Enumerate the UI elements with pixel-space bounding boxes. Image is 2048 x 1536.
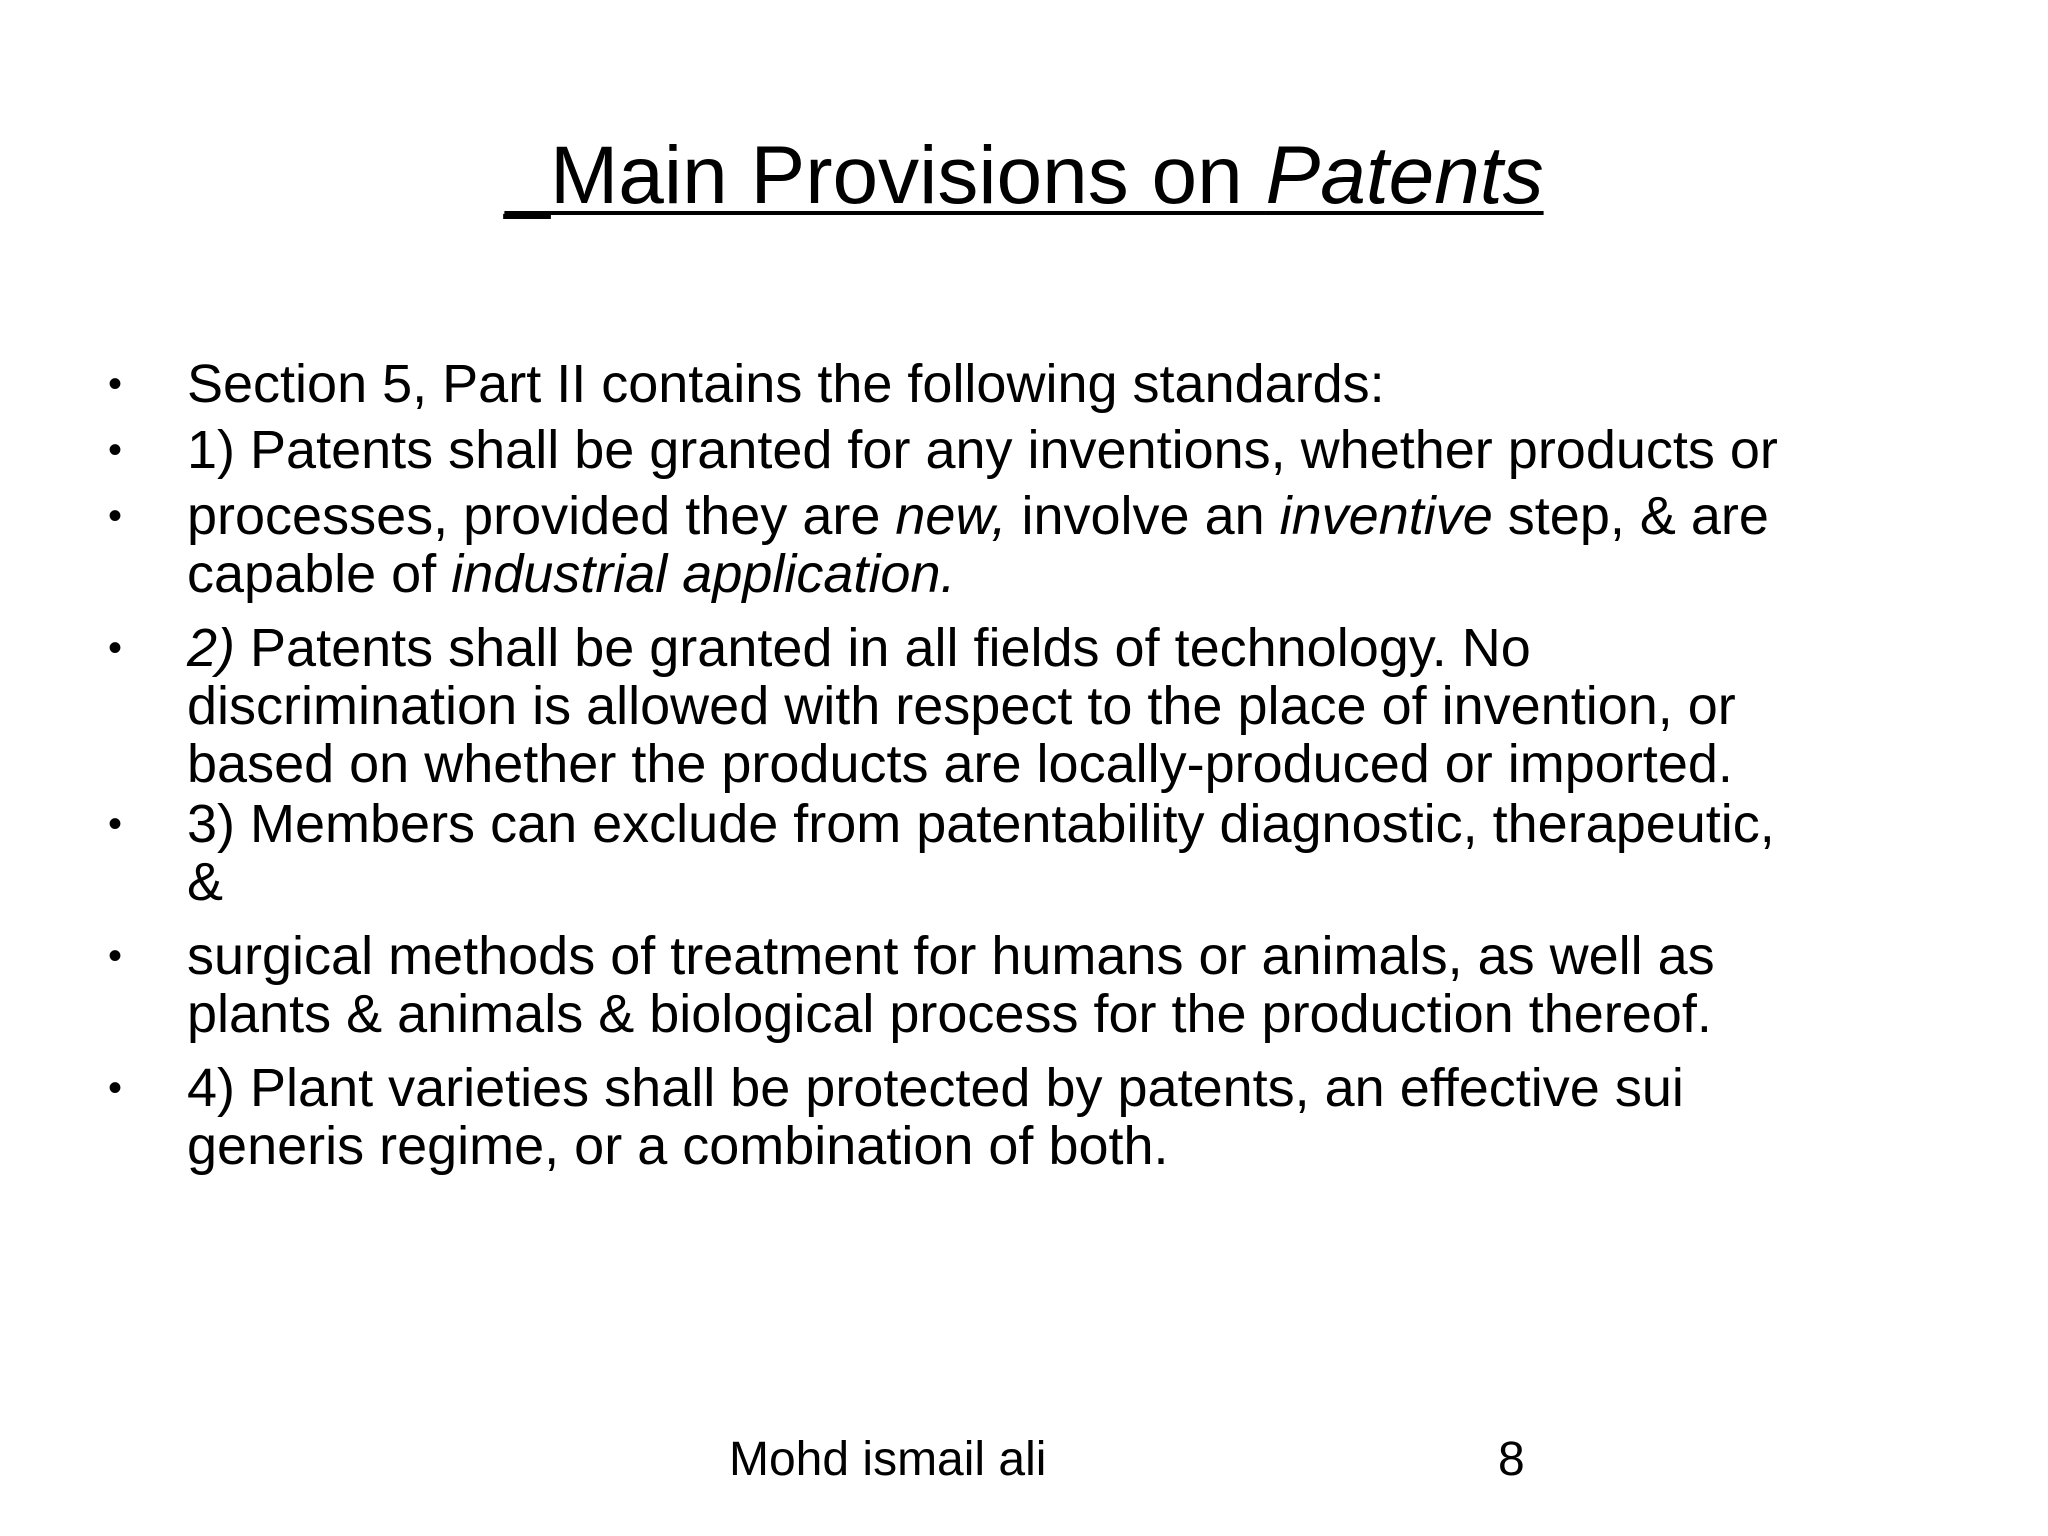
bullet-line — [187, 927, 1907, 985]
footer-page-number: 8 — [1498, 1433, 1525, 1486]
footer-author: Mohd ismail ali — [729, 1433, 1047, 1486]
bullet-line — [187, 735, 1907, 793]
bullet-text-run: plants & animals & biological process for the production thereof. — [187, 984, 1712, 1044]
bullet-line — [187, 355, 1907, 413]
bullet-text-run: generis regime, or a combination of both. — [187, 1116, 1169, 1176]
bullet-text-run: processes, provided they are — [187, 486, 896, 546]
title-prefix: _ — [504, 130, 550, 221]
bullet-dot-icon: • — [108, 362, 123, 406]
bullet-line — [187, 1059, 1907, 1117]
bullet-text-run: 1) Patents shall be granted for any inventions, whether products or — [187, 420, 1778, 480]
bullet-dot-icon: • — [108, 934, 123, 978]
bullet-dot-icon: • — [108, 626, 123, 670]
title-main: Main Provisions on — [549, 130, 1266, 221]
bullet-dot-icon: • — [108, 802, 123, 846]
bullet-text-run: 3) Members can exclude from patentability diagnostic, therapeutic, — [187, 794, 1775, 854]
bullet-text-italic: 2) — [187, 618, 236, 678]
bullet-text-run: surgical methods of treatment for humans or animals, as well as — [187, 926, 1715, 986]
bullet-text-run: & — [187, 852, 224, 912]
title-italic: Patents — [1265, 130, 1544, 221]
bullet-line — [187, 677, 1907, 735]
bullet-line — [187, 853, 1907, 911]
bullet-line — [187, 619, 1907, 677]
bullet-line — [187, 795, 1907, 853]
bullet-text-italic: inventive — [1279, 486, 1493, 546]
bullet-line — [187, 985, 1907, 1043]
bullet-line — [187, 487, 1907, 545]
bullet-dot-icon: • — [108, 428, 123, 472]
bullet-text-run: involve an — [1006, 486, 1280, 546]
bullet-text-run: discrimination is allowed with respect to the place of invention, or — [187, 676, 1736, 736]
bullet-line — [187, 1117, 1907, 1175]
bullet-dot-icon: • — [108, 1066, 123, 1110]
bullet-text-run: step, & are — [1492, 486, 1769, 546]
bullet-text-run: capable of — [187, 544, 452, 604]
bullet-text-run: Section 5, Part II contains the following standards: — [187, 354, 1385, 414]
bullet-line — [187, 545, 1907, 603]
bullet-text-run: 4) Plant varieties shall be protected by patents, an effective sui — [187, 1058, 1684, 1118]
bullet-text-italic: new, — [895, 486, 1007, 546]
bullet-text-run: based on whether the products are locally-produced or imported. — [187, 734, 1733, 794]
bullet-dot-icon: • — [108, 494, 123, 538]
bullet-line — [187, 421, 1907, 479]
bullet-text-run: Patents shall be granted in all fields of technology. No — [235, 618, 1531, 678]
bullet-text-italic: industrial application. — [451, 544, 956, 604]
